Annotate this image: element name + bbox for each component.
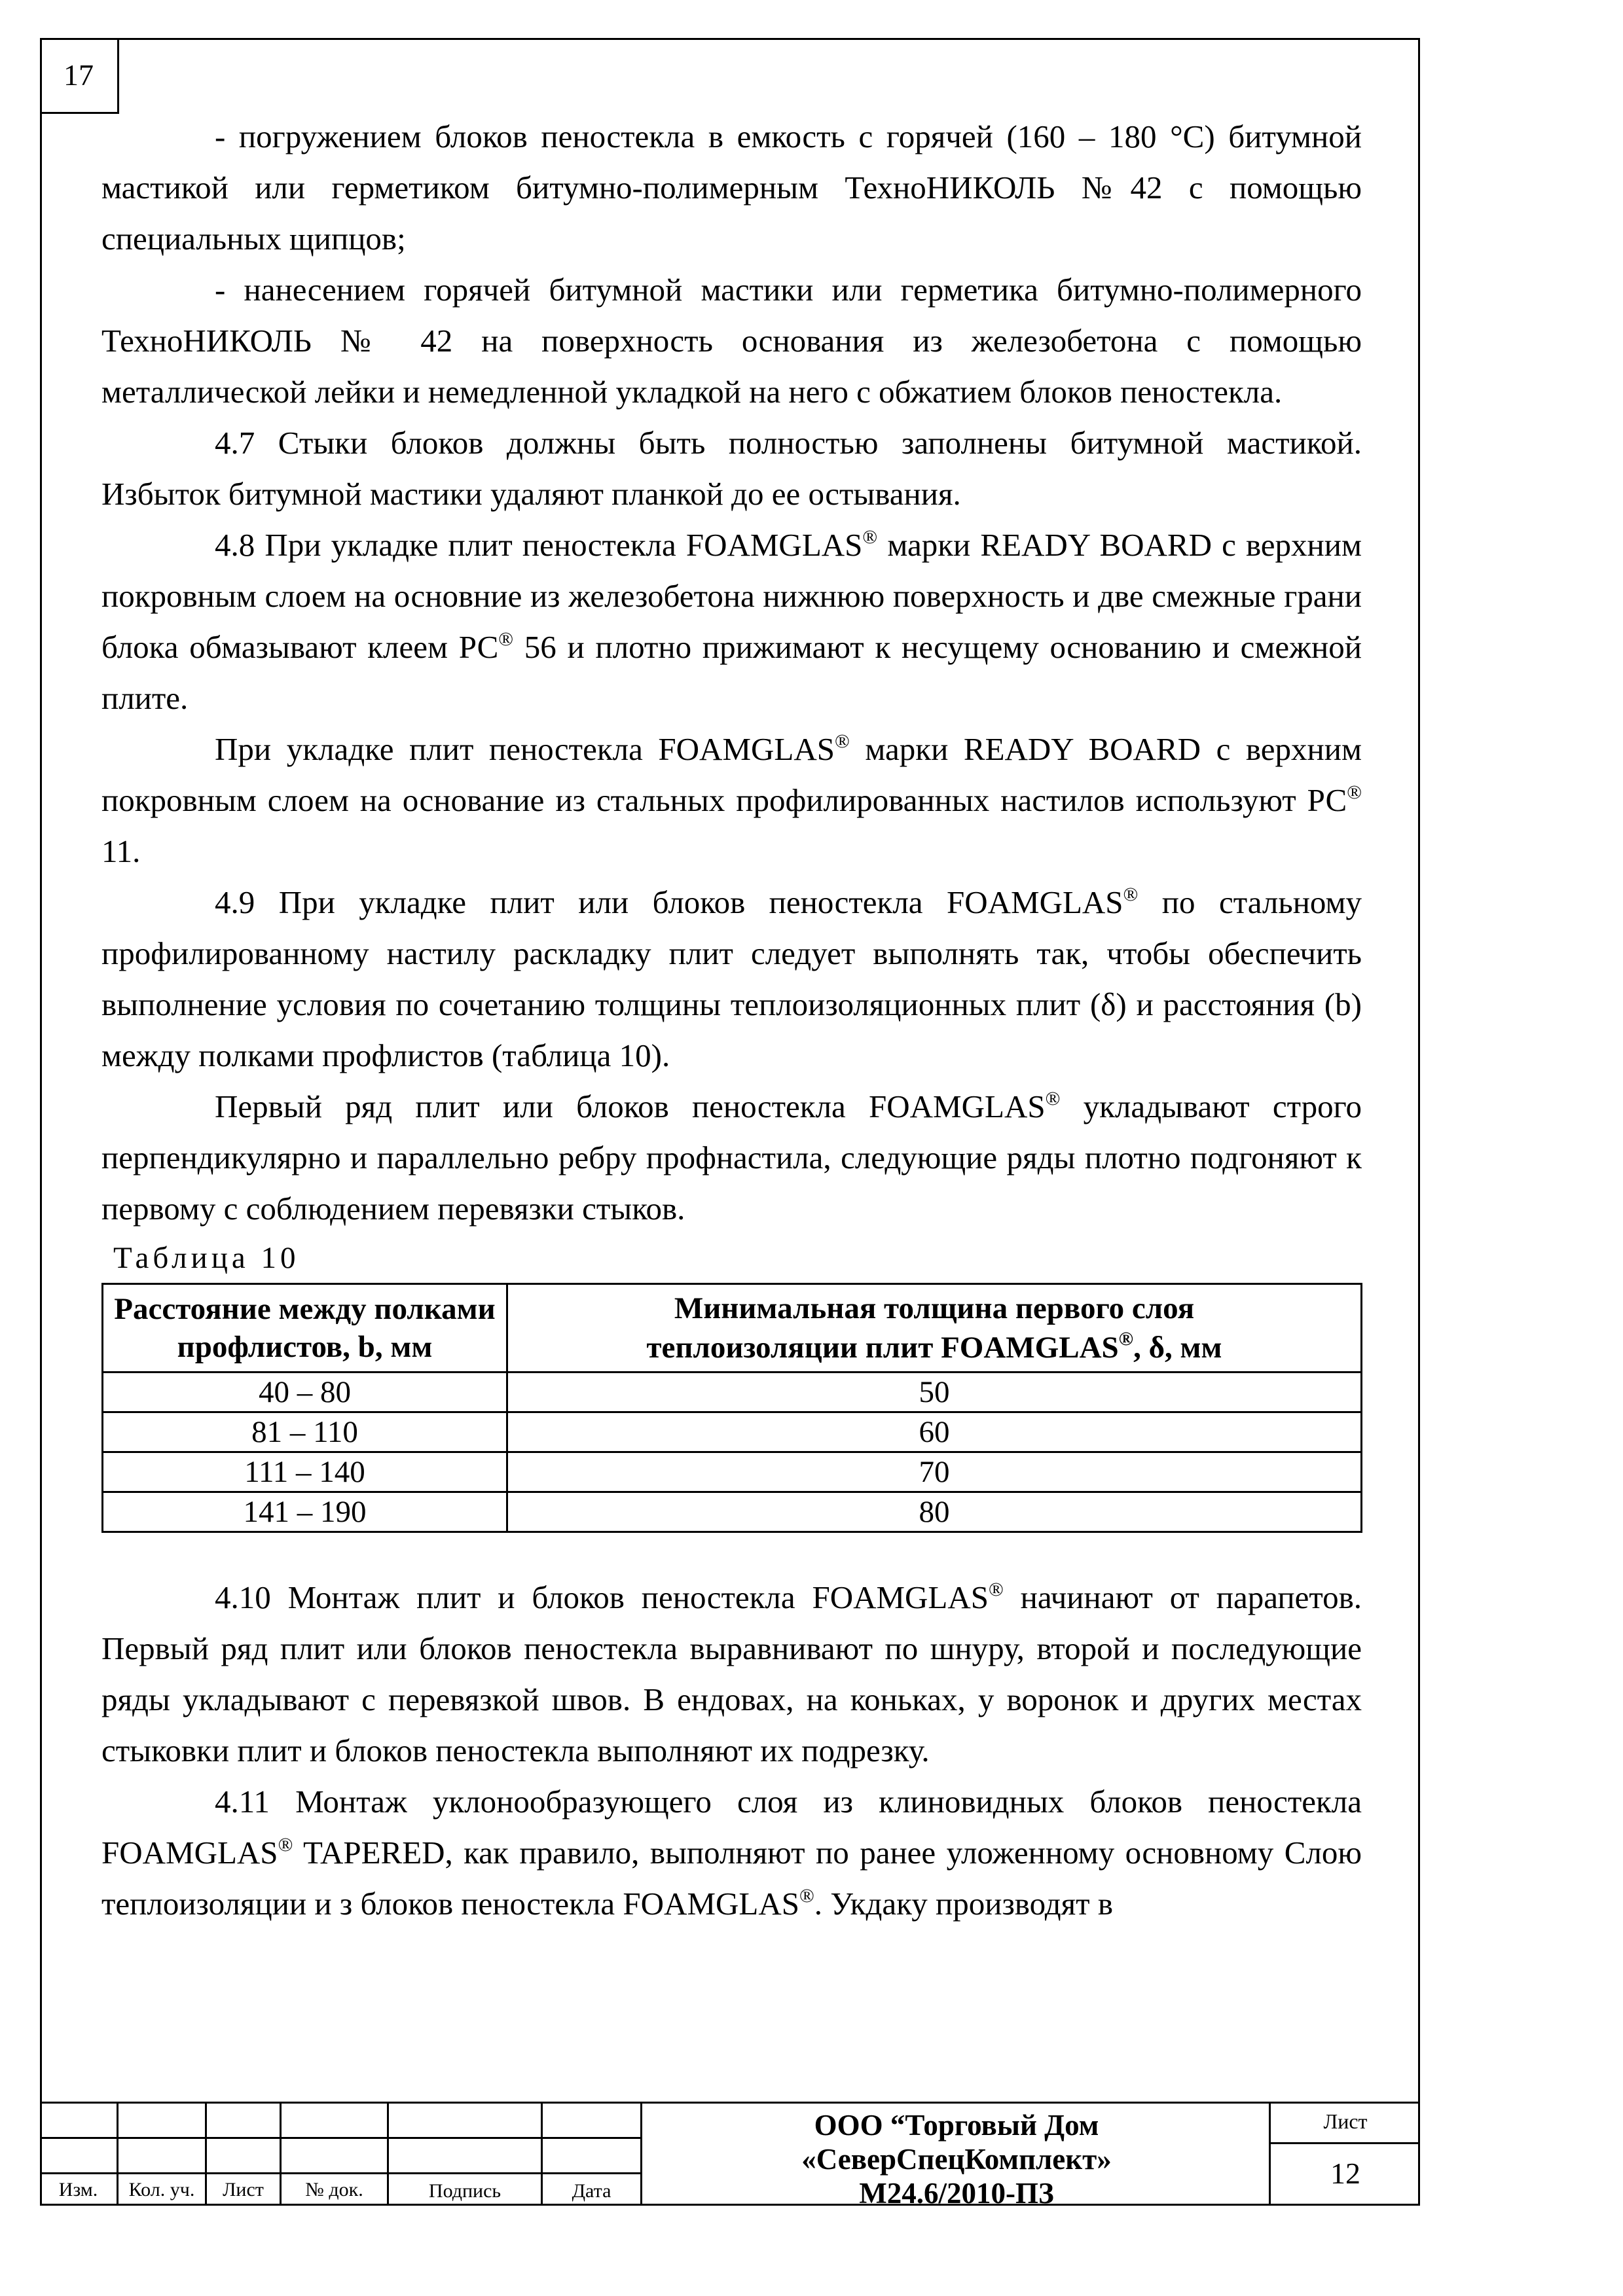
stamp-col-doc: № док. bbox=[305, 2179, 363, 2200]
stamp-line bbox=[40, 2172, 642, 2174]
organization-name: ООО “Торговый Дом «СеверСпецКомплект» М24.6/2010-ПЗ bbox=[801, 2109, 1112, 2210]
table-row bbox=[103, 1452, 1362, 1492]
registered-mark: ® bbox=[1347, 781, 1362, 803]
paragraph-first-row: Первый ряд плит или блоков пеностекла FOAMGLAS® укладывают строго перпендикулярно и параллельно ребру профнастила, следующие ряды плотно подгоняют к первому с соблюдением перевязки стыков. bbox=[101, 1087, 1362, 1227]
stamp-col-izm: Изм. bbox=[58, 2179, 98, 2200]
table-cell-thickness: 50 bbox=[507, 1372, 1362, 1412]
table-cell-spacing: 141 – 190 bbox=[103, 1492, 507, 1532]
table-cell-spacing: 81 – 110 bbox=[103, 1412, 507, 1452]
table-cell-thickness: 60 bbox=[507, 1412, 1362, 1452]
stamp-col-kol: Кол. уч. bbox=[128, 2179, 195, 2200]
thickness-table bbox=[101, 1283, 1362, 1533]
registered-mark: ® bbox=[278, 1833, 293, 1856]
table-cell-spacing: 111 – 140 bbox=[103, 1452, 507, 1492]
paragraph-ready-board-steel: При укладке плит пеностекла FOAMGLAS® марки READY BOARD с верхним покровным слоем на основание из стальных профилированных настилов используют РС® 11. bbox=[101, 730, 1362, 869]
stamp-col-sign: Подпись bbox=[428, 2180, 501, 2202]
paragraph-4-10: 4.10 Монтаж плит и блоков пеностекла FOAMGLAS® начинают от парапетов. Первый ряд плит или блоков пеностекла выравнивают по шнуру, второй и последующие ряды укладывают с перевязкой швов. В ендовах, на коньках, у воронок и других местах стыковки плит и блоков пеностекла выполняют их подрезку. bbox=[101, 1578, 1362, 1768]
stamp-line bbox=[40, 2137, 642, 2139]
table-row bbox=[103, 1492, 1362, 1532]
paragraph-4-9: 4.9 При укладке плит или блоков пеностекла FOAMGLAS® по стальному профилированному настилу раскладку плит следует выполнять так, чтобы обеспечить выполнение условия по сочетанию толщины теплоизоляционных плит (δ) и расстояния (b) между полками профлистов (таблица 10). bbox=[101, 883, 1362, 1073]
table-cell-thickness: 70 bbox=[507, 1452, 1362, 1492]
paragraph-4-8: 4.8 При укладке плит пеностекла FOAMGLAS® марки READY BOARD с верхним покровным слоем на основние из железобетона нижнюю поверхность и две смежные грани блока обмазывают клеем РС® 56 и плотно прижимают к несущему основанию и смежной плите. bbox=[101, 526, 1362, 716]
registered-mark: ® bbox=[834, 730, 850, 752]
paragraph-immersion: - погружением блоков пеностекла в емкость с горячей (160 – 180 °С) битумной мастикой или герметиком битумно-полимерным ТехноНИКОЛЬ №42 с помощью специальных щипцов; bbox=[101, 118, 1362, 257]
registered-mark: ® bbox=[989, 1578, 1004, 1600]
table-header-thickness: Минимальная толщина первого слоя теплоизоляции плит FOAMGLAS®, δ, мм bbox=[507, 1284, 1362, 1372]
stamp-col-date: Дата bbox=[572, 2180, 611, 2202]
document-body bbox=[101, 111, 1362, 1929]
stamp-col-list: Лист bbox=[223, 2179, 264, 2200]
page-number: 17 bbox=[40, 38, 119, 114]
registered-mark: ® bbox=[1118, 1328, 1134, 1350]
stamp-line bbox=[40, 2102, 1420, 2104]
registered-mark: ® bbox=[862, 526, 878, 548]
table-row bbox=[103, 1412, 1362, 1452]
title-block bbox=[40, 2102, 1420, 2210]
paragraph-4-11: 4.11 Монтаж уклонообразующего слоя из клиновидных блоков пеностекла FOAMGLAS® TAPERED, как правило, выполняют по ранее уложенному основному Слою теплоизоляции и з блоков пеностекла FOAMGLAS®. Укдаку производят в bbox=[101, 1784, 1362, 1922]
registered-mark: ® bbox=[498, 628, 514, 650]
registered-mark: ® bbox=[1123, 883, 1139, 905]
table-cell-thickness: 80 bbox=[507, 1492, 1362, 1532]
paragraph-hot-mastic: - нанесением горячей битумной мастики или герметика битумно-полимерного ТехноНИКОЛЬ № 42 на поверхность основания из железобетона с помощью металлической лейки и немедленной укладкой на него с обжатием блоков пеностекла. bbox=[101, 272, 1362, 410]
table-caption: Таблица 10 bbox=[113, 1241, 300, 1275]
registered-mark: ® bbox=[799, 1884, 814, 1907]
table-header-spacing: Расстояние между полками профлистов, b, мм bbox=[103, 1284, 507, 1372]
sheet-number: 12 bbox=[1330, 2157, 1360, 2190]
table-cell-spacing: 40 – 80 bbox=[103, 1372, 507, 1412]
paragraph-4-7: 4.7 Стыки блоков должны быть полностью заполнены битумной мастикой. Избыток битумной мастики удаляют планкой до ее остывания. bbox=[101, 425, 1362, 512]
stamp-line bbox=[1271, 2142, 1420, 2144]
sheet-label: Лист bbox=[1323, 2109, 1368, 2133]
registered-mark: ® bbox=[1045, 1087, 1061, 1109]
table-row bbox=[103, 1372, 1362, 1412]
